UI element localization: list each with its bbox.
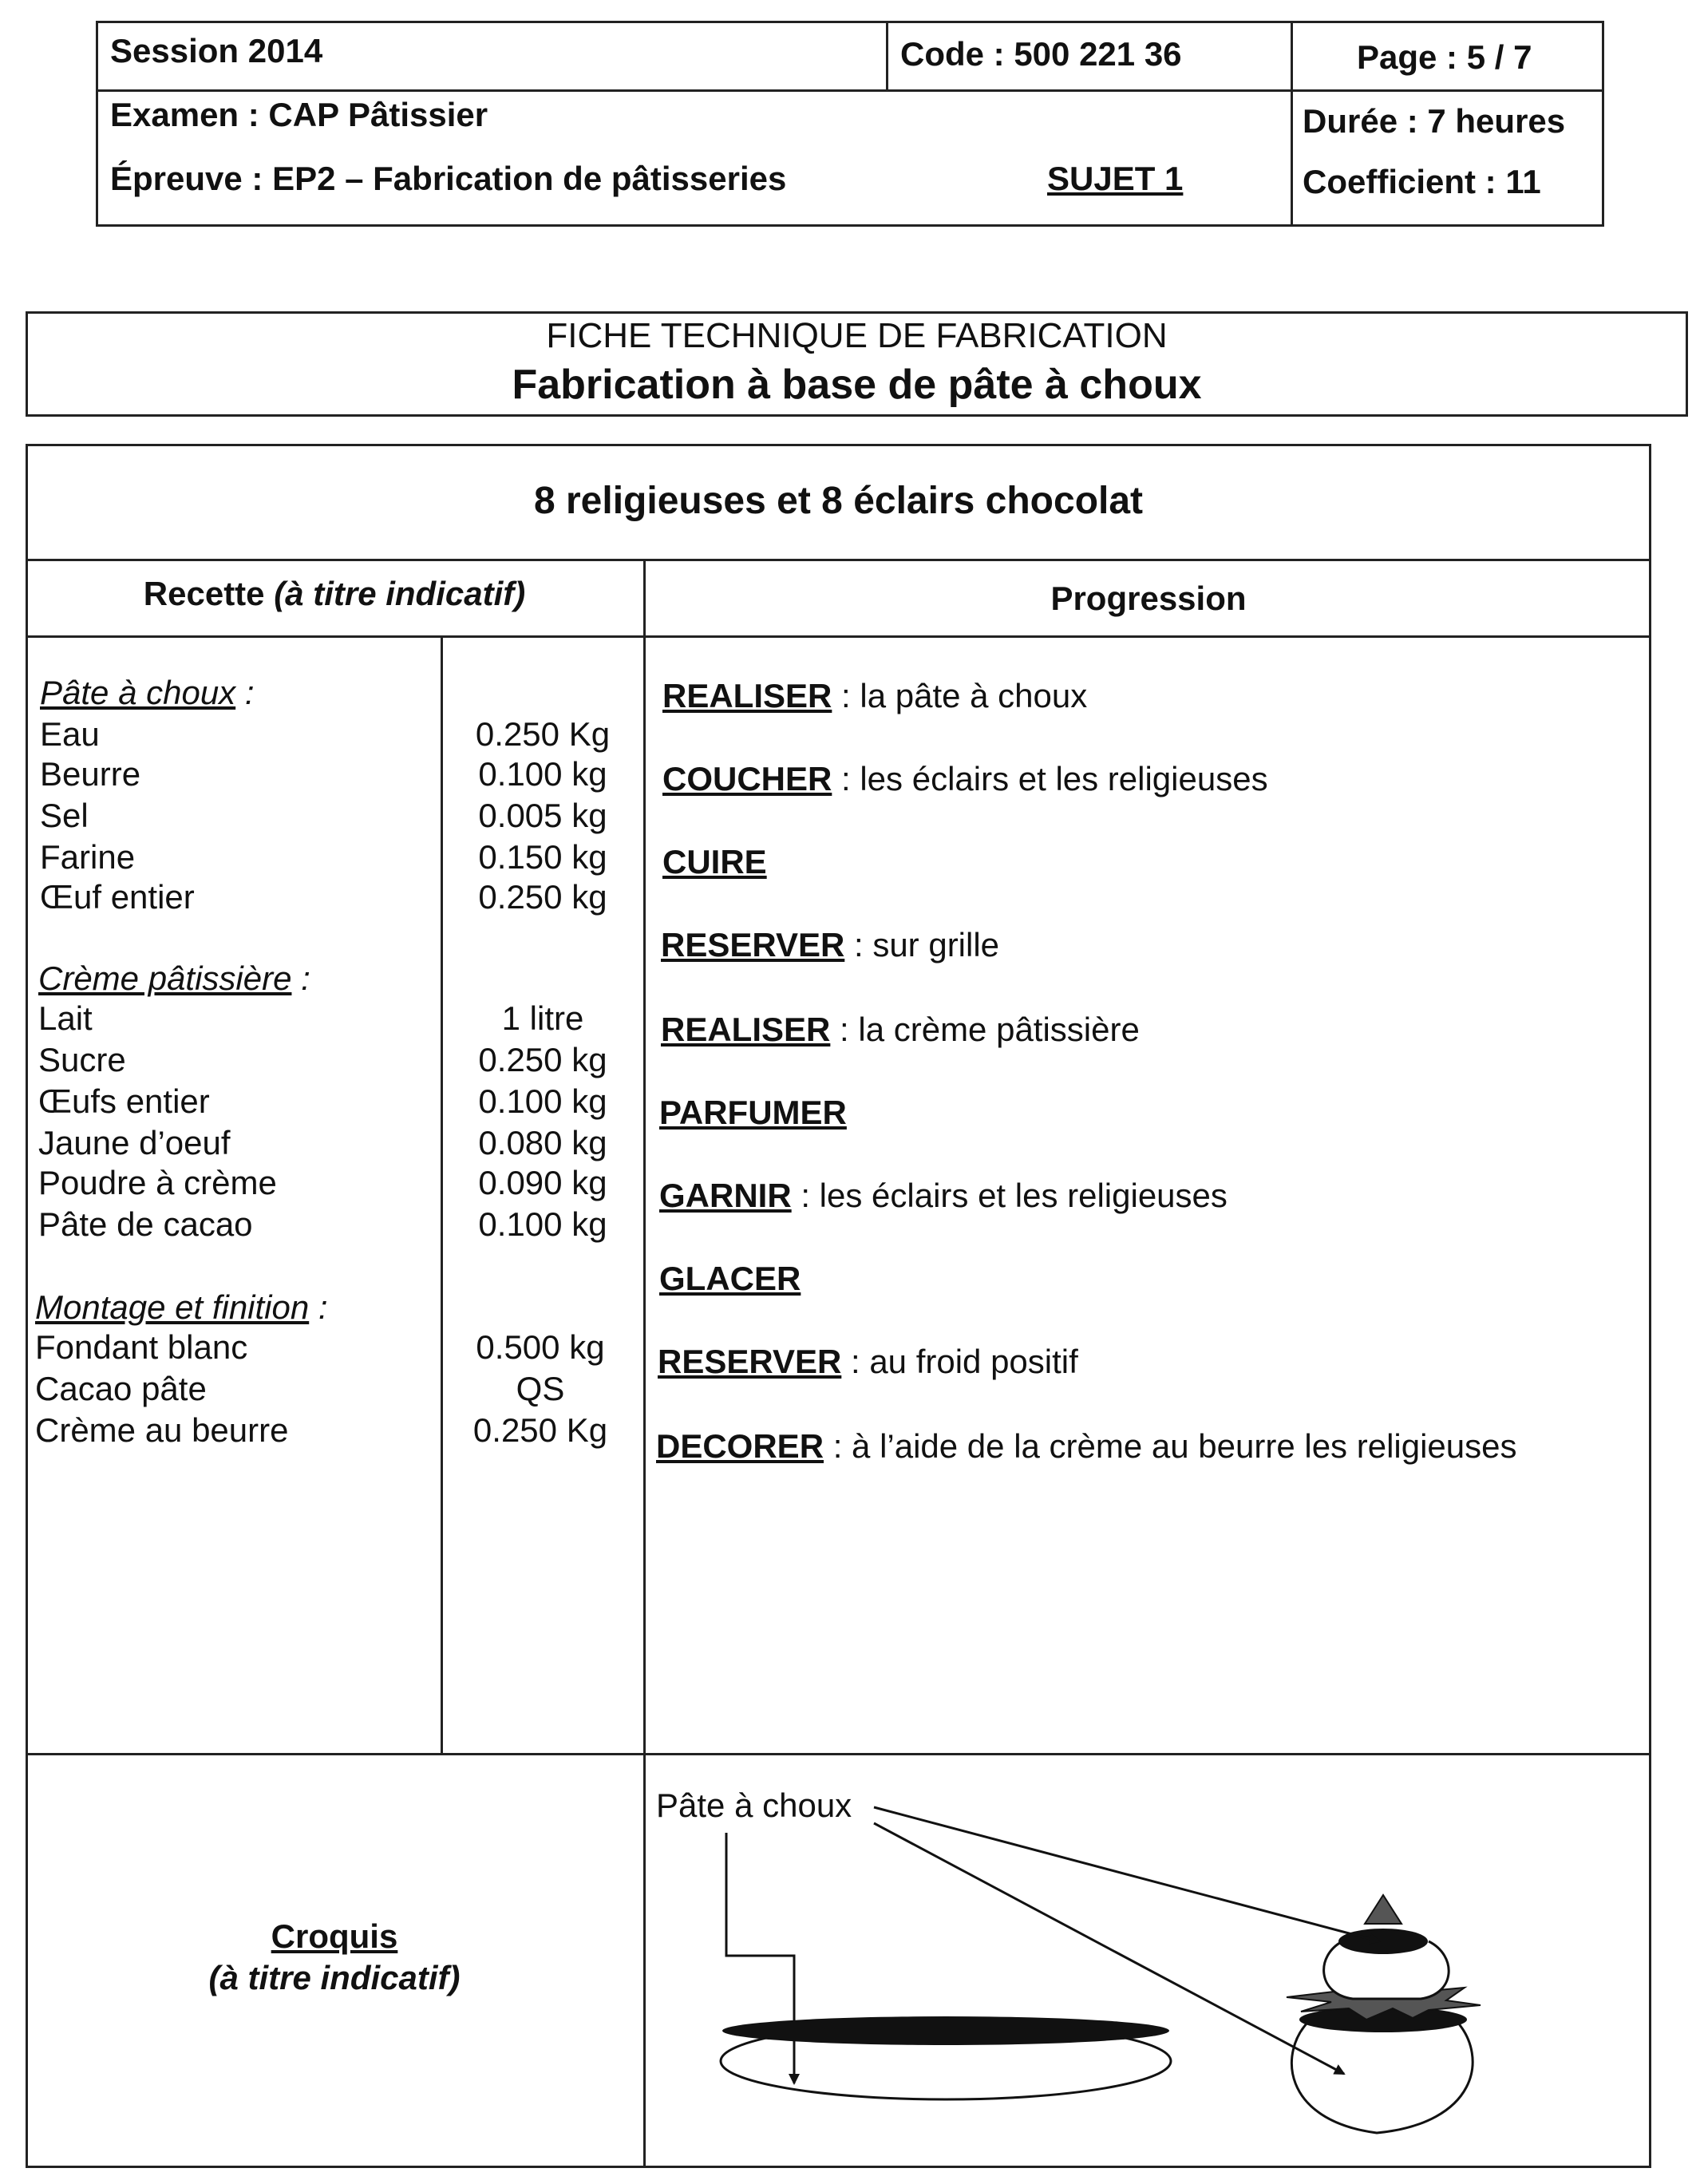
eclair-drawing — [721, 2016, 1171, 2099]
coefficient-label: Coefficient : 11 — [1303, 163, 1541, 200]
ingredient-qty: 0.090 kg — [478, 1164, 607, 1201]
step-text: : les éclairs et les religieuses — [791, 1177, 1228, 1214]
ingredient-qty: 0.080 kg — [478, 1124, 607, 1161]
step-text: : les éclairs et les religieuses — [832, 760, 1268, 797]
croquis-label: Pâte à choux — [656, 1786, 852, 1824]
religieuse-upper-glaze — [1338, 1929, 1428, 1954]
ingredient-label: Poudre à crème — [38, 1164, 277, 1201]
step-verb: GARNIR — [659, 1177, 792, 1214]
step-verb: CUIRE — [662, 843, 767, 880]
ingredient-label: Sel — [40, 797, 89, 834]
step-text: : à l’aide de la crème au beurre les religieuses — [824, 1427, 1517, 1465]
ingredient-label: Jaune d’oeuf — [38, 1124, 231, 1161]
fiche-subtitle: Fabrication à base de pâte à choux — [512, 362, 1202, 408]
ingredient-label: Fondant blanc — [35, 1328, 248, 1366]
croquis-title: Croquis — [271, 1917, 398, 1955]
ingredient-label: Sucre — [38, 1041, 126, 1078]
ingredient-qty: 0.005 kg — [478, 797, 607, 834]
religieuse-top-decoration — [1365, 1895, 1402, 1924]
step-text: : la crème pâtissière — [830, 1011, 1140, 1048]
ingredient-qty: 0.250 kg — [478, 1041, 607, 1078]
ingredient-qty: 0.500 kg — [476, 1328, 605, 1366]
ingredient-label: Crème au beurre — [35, 1411, 289, 1449]
step-text: : au froid positif — [841, 1343, 1078, 1380]
section-name: Pâte à choux — [40, 674, 236, 711]
religieuse-lower-choux — [1291, 2021, 1473, 2133]
section-colon: : — [309, 1288, 328, 1326]
ingredient-qty: 0.250 kg — [478, 878, 607, 916]
sujet-label: SUJET 1 — [1047, 160, 1184, 197]
step-verb: RESERVER — [658, 1343, 842, 1380]
recipe-title: 8 religieuses et 8 éclairs chocolat — [533, 480, 1144, 522]
ingredient-label: Eau — [40, 715, 100, 753]
examen-label: Examen : CAP Pâtissier — [110, 96, 488, 133]
croquis-subtitle: (à titre indicatif) — [208, 1959, 461, 1996]
ingredient-qty: 0.100 kg — [478, 1205, 607, 1243]
ingredient-label: Œuf entier — [40, 878, 195, 916]
step-verb: REALISER — [662, 677, 832, 714]
religieuse-drawing — [1287, 1895, 1481, 2133]
ingredient-label: Beurre — [40, 755, 141, 793]
section-colon: : — [291, 959, 310, 997]
ingredient-label: Cacao pâte — [35, 1370, 207, 1407]
session-label: Session 2014 — [110, 32, 323, 69]
ingredient-label: Lait — [38, 999, 93, 1037]
duree-label: Durée : 7 heures — [1303, 102, 1566, 140]
section-name: Crème pâtissière — [38, 959, 292, 997]
fiche-title: FICHE TECHNIQUE DE FABRICATION — [546, 316, 1168, 355]
step-verb: DECORER — [656, 1427, 824, 1465]
ingredient-label: Farine — [40, 838, 136, 876]
eclair-glaze — [722, 2016, 1169, 2045]
recette-header-italic: (à titre indicatif) — [274, 575, 526, 612]
recette-header-text: Recette — [143, 575, 275, 612]
code-label: Code : 500 221 36 — [900, 35, 1182, 73]
ingredient-qty: 0.250 Kg — [475, 715, 611, 753]
progression-header: Progression — [1050, 580, 1247, 617]
ingredient-qty: 0.250 Kg — [472, 1411, 608, 1449]
ingredient-qty: 1 litre — [501, 999, 584, 1037]
page-label: Page : 5 / 7 — [1357, 38, 1532, 76]
ingredient-qty: QS — [516, 1370, 565, 1407]
step-verb: REALISER — [661, 1011, 831, 1048]
step-verb: COUCHER — [662, 760, 832, 797]
ingredient-qty: 0.150 kg — [478, 838, 607, 876]
step-text: : la pâte à choux — [832, 677, 1088, 714]
epreuve-label: Épreuve : EP2 – Fabrication de pâtisseries — [110, 160, 787, 197]
section-colon: : — [235, 674, 255, 711]
ingredient-label: Pâte de cacao — [38, 1205, 253, 1243]
step-verb: GLACER — [659, 1260, 801, 1297]
step-verb: RESERVER — [661, 926, 845, 963]
ingredient-label: Œufs entier — [38, 1082, 210, 1120]
religieuse-upper-arrow — [874, 1807, 1379, 1941]
step-text: : sur grille — [844, 926, 1000, 963]
step-verb: PARFUMER — [659, 1094, 847, 1131]
section-name: Montage et finition — [35, 1288, 310, 1326]
ingredient-qty: 0.100 kg — [478, 1082, 607, 1120]
ingredient-qty: 0.100 kg — [478, 755, 607, 793]
